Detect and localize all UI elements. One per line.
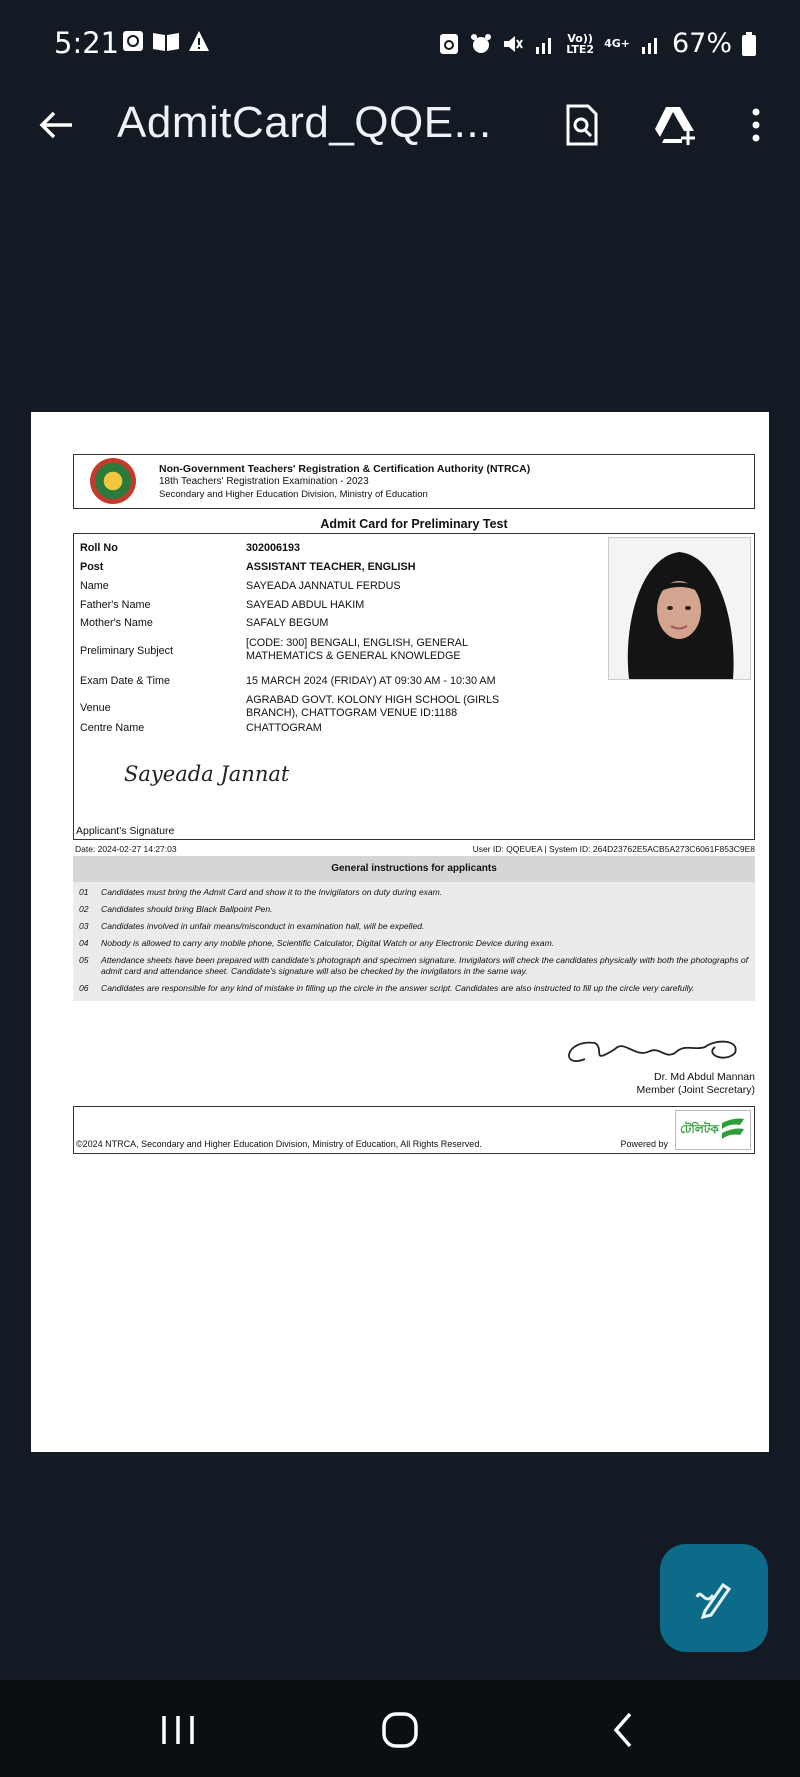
recent-apps-icon[interactable] <box>156 1708 200 1752</box>
field-value: [CODE: 300] BENGALI, ENGLISH, GENERAL MATHEMATICS & GENERAL KNOWLEDGE <box>246 637 468 662</box>
network-gen-indicator: 4G+ <box>604 37 630 50</box>
field-value: SAYEADA JANNATUL FERDUS <box>246 580 401 592</box>
issue-meta <box>73 840 755 856</box>
field-label: Preliminary Subject <box>80 645 174 657</box>
exam-name: 18th Teachers' Registration Examination - 2023 <box>159 476 369 487</box>
field-label: Roll No <box>80 542 118 554</box>
instruction-item <box>79 918 749 935</box>
field-value: SAFALY BEGUM <box>246 617 329 629</box>
admit-card-document <box>73 454 755 1154</box>
document-footer <box>73 1106 755 1154</box>
field-value: CHATTOGRAM <box>246 722 322 734</box>
issue-date: Date: 2024-02-27 14:27:03 <box>75 844 177 854</box>
field-value: SAYEAD ABDUL HAKIM <box>246 599 365 611</box>
lte-label: LTE2 <box>566 42 595 56</box>
system-nav-bar <box>0 1680 800 1777</box>
authority-signature-block <box>73 1001 755 1106</box>
book-icon <box>152 30 180 52</box>
instruction-item <box>79 901 749 918</box>
field-value: AGRABAD GOVT. KOLONY HIGH SCHOOL (GIRLS BRANCH), CHATTOGRAM VENUE ID:1188 <box>246 694 500 719</box>
warning-icon <box>188 30 210 52</box>
back-arrow-icon[interactable] <box>36 105 76 145</box>
instruction-number: 01 <box>79 887 89 897</box>
more-options-icon[interactable] <box>748 103 764 147</box>
field-label: Name <box>80 580 109 592</box>
instruction-item <box>79 884 749 901</box>
field-label: Post <box>80 561 104 573</box>
home-icon[interactable] <box>378 1708 422 1752</box>
instruction-text: Nobody is allowed to carry any mobile phone, Scientific Calculator, Digital Watch or any Electronic Device during exam. <box>101 938 555 948</box>
back-nav-icon[interactable] <box>602 1708 646 1752</box>
search-document-icon[interactable] <box>562 103 602 147</box>
field-value: 302006193 <box>246 542 301 554</box>
signal-icon <box>534 33 556 55</box>
pen-edit-icon <box>693 1577 735 1619</box>
field-label: Father's Name <box>80 599 151 611</box>
authority-signature-image <box>555 1029 745 1073</box>
battery-percent: 67% <box>671 28 732 59</box>
pdf-page[interactable] <box>31 412 769 1452</box>
field-value: 15 MARCH 2024 (FRIDAY) AT 09:30 AM - 10:30 AM <box>246 675 496 687</box>
powered-by-label: Powered by <box>620 1139 668 1149</box>
annotate-fab[interactable] <box>660 1544 768 1652</box>
field-label: Venue <box>80 702 111 714</box>
status-bar <box>0 0 800 90</box>
instruction-item <box>79 935 749 952</box>
instruction-number: 04 <box>79 938 89 948</box>
division-name: Secondary and Higher Education Division, Ministry of Education <box>159 489 428 500</box>
clock-notification-icon <box>122 30 144 52</box>
instruction-number: 02 <box>79 904 89 914</box>
volte-label: Vo)) <box>567 31 593 45</box>
alarm-icon <box>470 33 492 55</box>
volte-indicator <box>566 33 594 55</box>
mute-icon <box>502 33 524 55</box>
add-to-drive-icon[interactable] <box>652 103 698 147</box>
org-name: Non-Government Teachers' Registration & Certification Authority (NTRCA) <box>159 463 531 475</box>
field-label: Exam Date & Time <box>80 675 171 687</box>
ntrca-logo <box>90 458 136 504</box>
instruction-text: Attendance sheets have been prepared with candidate's photograph and specimen signature. Invigilators will check the candidates physically with both the photographs of admit card and attendance sheet. Candidate's signature will also be checked by the invigilators in the same way. <box>101 955 749 976</box>
status-time: 5:21 <box>54 26 120 60</box>
applicant-signature-label: Applicant's Signature <box>76 825 175 837</box>
status-system-icons <box>438 28 756 59</box>
instruction-text: Candidates are responsible for any kind of mistake in filling up the circle in the answer script. Candidates are also instructed to fill up the circle very carefully. <box>101 983 695 993</box>
document-header <box>73 454 755 509</box>
status-notification-icons <box>122 30 210 52</box>
signer-title: Member (Joint Secretary) <box>636 1084 755 1096</box>
copyright-text: ©2024 NTRCA, Secondary and Higher Education Division, Ministry of Education, All Rights Reserved. <box>76 1139 482 1149</box>
teletalk-logo-text: টেলিটক <box>680 1122 719 1136</box>
field-label: Mother's Name <box>80 617 153 629</box>
field-label: Centre Name <box>80 722 145 734</box>
document-title: AdmitCard_QQE... <box>117 98 492 147</box>
app-toolbar <box>0 90 800 160</box>
applicant-photo <box>608 537 751 680</box>
signer-name: Dr. Md Abdul Mannan <box>654 1071 755 1083</box>
system-ids: User ID: QQEUEA | System ID: 264D23762E5ACB5A273C6061F853C9E8 <box>472 844 755 854</box>
instruction-text: Candidates involved in unfair means/misconduct in examination hall, will be expelled. <box>101 921 425 931</box>
teletalk-logo <box>675 1110 751 1150</box>
instructions-title: General instructions for applicants <box>73 856 755 882</box>
signal-icon-2 <box>640 33 662 55</box>
field-value: ASSISTANT TEACHER, ENGLISH <box>246 561 416 573</box>
instruction-number: 06 <box>79 983 89 993</box>
instructions-list <box>73 882 755 1001</box>
applicant-signature-image: Sayeada Jannat <box>124 762 290 786</box>
instruction-item <box>79 952 749 980</box>
instruction-text: Candidates must bring the Admit Card and show it to the Invigilators on duty during exam. <box>101 887 443 897</box>
instruction-item <box>79 980 749 997</box>
recycle-icon <box>438 33 460 55</box>
card-title: Admit Card for Preliminary Test <box>320 517 508 531</box>
instruction-text: Candidates should bring Black Ballpoint Pen. <box>101 904 273 914</box>
instruction-number: 05 <box>79 955 89 965</box>
battery-icon <box>742 32 756 56</box>
instruction-number: 03 <box>79 921 89 931</box>
applicant-details <box>73 533 755 840</box>
